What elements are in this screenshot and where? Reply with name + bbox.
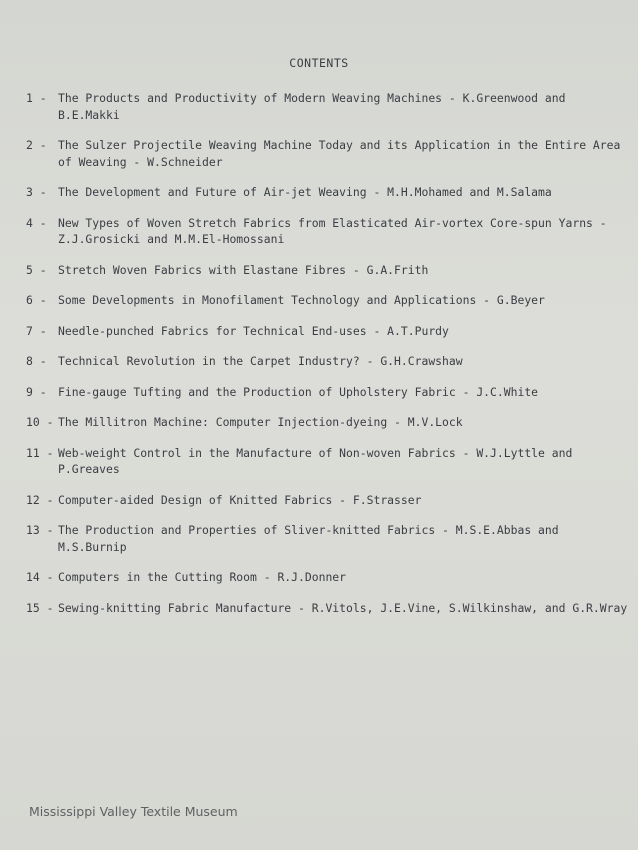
contents-entry (26, 323, 632, 340)
contents-entry (26, 414, 632, 431)
contents-entry (26, 137, 632, 170)
entry-number: 11 - (26, 445, 54, 460)
entry-text: The Development and Future of Air-jet Weaving - M.H.Mohamed and M.Salama (58, 185, 552, 199)
entry-text: Computer-aided Design of Knitted Fabrics - F.Strasser (58, 492, 422, 507)
entry-text: Computers in the Cutting Room - R.J.Donner (58, 570, 347, 584)
entry-number: 5 - (26, 262, 47, 277)
entry-text: The Millitron Machine: Computer Injection-dyeing - M.V.Lock (58, 415, 463, 429)
entry-text: New Types of Woven Stretch Fabrics from Elasticated Air-vortex Core-spun Yarns - Z.J.Grosicki and M.M.El-Homossani (58, 215, 607, 246)
entry-number: 12 - (26, 492, 54, 507)
entry-number: 1 - (26, 91, 47, 105)
entry-number: 7 - (26, 323, 47, 338)
entry-number: 2 - (26, 138, 47, 152)
page-title: CONTENTS (289, 56, 349, 70)
entry-number: 15 - (26, 600, 54, 615)
contents-entry (26, 569, 632, 586)
entry-number: 9 - (26, 384, 47, 399)
entry-text: The Sulzer Projectile Weaving Machine Today and its Application in the Entire Area of Weaving - W.Schneider (58, 138, 621, 169)
contents-entry (26, 215, 632, 248)
entry-text: Needle-punched Fabrics for Technical End-uses - A.T.Purdy (58, 323, 449, 338)
entry-text: Fine-gauge Tufting and the Production of Upholstery Fabric - J.C.White (58, 384, 539, 399)
entry-number: 13 - (26, 523, 54, 537)
contents-entry (26, 445, 632, 478)
contents-list (26, 90, 632, 616)
entry-number: 3 - (26, 185, 47, 199)
contents-entry (26, 184, 632, 201)
contents-entry (26, 292, 632, 309)
entry-number: 6 - (26, 293, 47, 307)
contents-entry (26, 522, 632, 555)
entry-number: 8 - (26, 354, 47, 368)
entry-text: Technical Revolution in the Carpet Industry? - G.H.Crawshaw (58, 354, 463, 368)
entry-number: 10 - (26, 415, 54, 429)
museum-watermark: Mississippi Valley Textile Museum (29, 804, 238, 819)
contents-entry (26, 262, 632, 279)
contents-entry (26, 353, 632, 370)
entry-text: The Products and Productivity of Modern Weaving Machines - K.Greenwood and B.E.Makki (58, 91, 566, 122)
entry-text: The Production and Properties of Sliver-knitted Fabrics - M.S.E.Abbas and M.S.Burnip (58, 523, 559, 554)
entry-number: 4 - (26, 215, 47, 230)
contents-entry (26, 90, 632, 123)
contents-entry (26, 384, 632, 401)
entry-number: 14 - (26, 570, 54, 584)
entry-text: Some Developments in Monofilament Technology and Applications - G.Beyer (58, 293, 545, 307)
contents-entry (26, 600, 632, 617)
entry-text: Sewing-knitting Fabric Manufacture - R.Vitols, J.E.Vine, S.Wilkinshaw, and G.R.Wray (58, 600, 628, 615)
entry-text: Stretch Woven Fabrics with Elastane Fibres - G.A.Frith (58, 262, 429, 277)
entry-text: Web-weight Control in the Manufacture of Non-woven Fabrics - W.J.Lyttle and P.Greaves (58, 445, 573, 476)
contents-entry (26, 492, 632, 509)
